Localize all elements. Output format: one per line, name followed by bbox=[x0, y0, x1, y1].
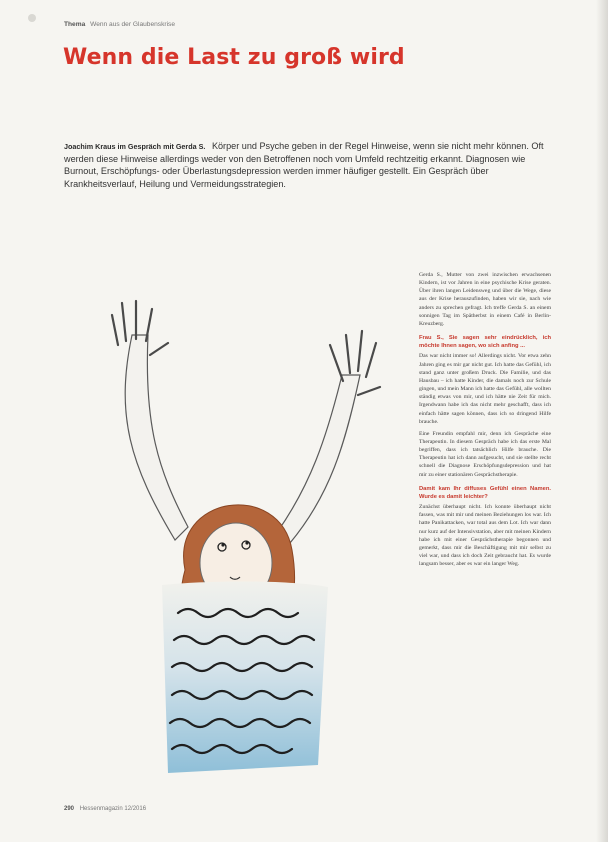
lead-text: Körper und Psyche geben in der Regel Hinweise, wenn sie nicht mehr können. Oft werden diese Hinweise allerdings weder von den Betroffenen noch vom Umfeld rechtzeitig erkannt. Diagnosen wie Burnout, Erschöpfungs- oder Überlastungsdepression werden immer häufiger gestellt. Ein Gespräch über Krankheitsverlauf, Heilung und Vermeidungsstrategien. bbox=[64, 141, 544, 189]
body-paragraph: Gerda S., Mutter von zwei inzwischen erwachsenen Kindern, ist vor Jahren in eine psychische Krise geraten. Über ihren langen Leidensweg und über die Wege, diese aus der Krise herauszufinden, haben wir sie, nach wie anders zu sprechen gefragt. Ich treffe Gerda S. an einem sonnigen Tag im Spätherbst in einem Café in Berlin-Kreuzberg. bbox=[419, 272, 551, 327]
water-body bbox=[162, 581, 328, 773]
header-kicker: Thema bbox=[64, 21, 86, 28]
body-paragraph: Eine Freundin empfahl mir, denn ich Gespräche eine Therapeutin. In diesem Gespräch habe ich das erste Mal begriffen, dass ich tatsächlich Hilfe brauche. Die Therapeutin hat ich dann aufgesucht, und sie stellte recht schnell die Diagnose Erschöpfungsdepression und hat mir zu einer stationären Gesprächstherapie. bbox=[419, 430, 551, 478]
article-body-column bbox=[419, 271, 551, 572]
corner-dot bbox=[28, 14, 36, 22]
article-lead bbox=[64, 140, 548, 190]
drowning-woman-illustration bbox=[60, 295, 400, 785]
article-title: Wenn die Last zu groß wird bbox=[63, 45, 405, 70]
magazine-issue: Hessenmagazin 12/2016 bbox=[79, 806, 147, 812]
interview-question: Damit kam Ihr diffuses Gefühl einen Namen. Wurde es damit leichter? bbox=[419, 485, 551, 500]
left-arm bbox=[125, 335, 188, 540]
interview-question: Frau S., Sie sagen sehr eindrücklich, ich möchte Ihnen sagen, wo sich anfing ... bbox=[419, 335, 551, 350]
running-header bbox=[64, 21, 175, 28]
body-paragraph: Zunächst überhaupt nicht. Ich konnte überhaupt nicht fassen, was mit mir und meinen Beziehungen los war. Ich hatte Panikattacken, war total aus dem Lot. Ich war dann nur kurz auf der Intensivstation, aber mit meinen Kindern habe ich mit einer Gesprächstherapie begonnen und gemerkt, dass mir die Beschäftigung mit mir selbst zu viel war, und dass ich doch Zeit gebraucht hat. Es wurde langsam besser, aber es war ein langer Weg. bbox=[419, 504, 551, 568]
page-number: 290 bbox=[64, 806, 75, 812]
page-footer bbox=[64, 806, 146, 812]
header-section: Wenn aus der Glaubenskrise bbox=[90, 21, 176, 28]
article-byline: Joachim Kraus im Gespräch mit Gerda S. bbox=[64, 142, 206, 151]
body-paragraph: Das war nicht immer so! Allerdings nicht. Vor etwa zehn Jahren ging es mir gar nicht gut. Ich hatte das Gefühl, ich stand ganz unter großem Druck. Die Familie, und das Hausbau – ich hatte Kinder, die damals noch zur Schule gingen, und mein Mann ich hatte das Gefühl, alle wollten ständig etwas von mir, und ich hätte nie Zeit für mich. Irgendwann habe ich das nicht mehr geschafft, dass ich einfach hätte sagen können, dass ich so dringend Hilfe brauche. bbox=[419, 353, 551, 425]
page-edge-shadow bbox=[596, 0, 608, 842]
right-arm bbox=[278, 375, 360, 543]
